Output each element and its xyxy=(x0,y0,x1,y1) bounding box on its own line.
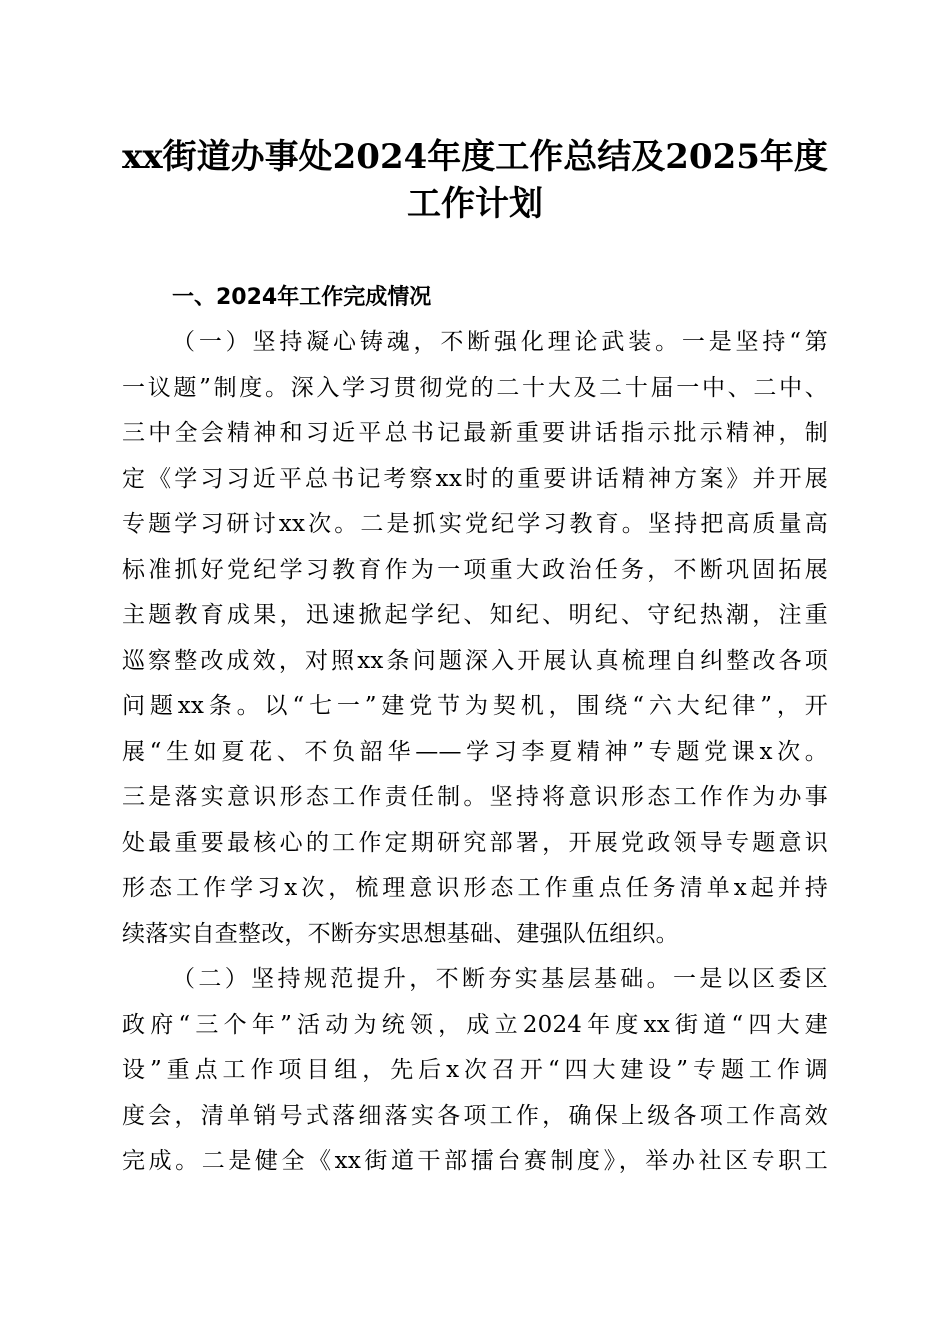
paragraph-line: 设”重点工作项目组，先后x次召开“四大建设”专题工作调 xyxy=(122,1057,828,1083)
paragraph-line: 巡察整改成效，对照xx条问题深入开展认真梳理自纠整改各项 xyxy=(122,647,828,674)
paragraph-line: 标准抓好党纪学习教育作为一项重大政治任务，不断巩固拓展 xyxy=(122,556,828,583)
document-title-line-2: 工作计划 xyxy=(407,184,543,224)
paragraph-line: 问题xx条。以“七一”建党节为契机，围绕“六大纪律”，开 xyxy=(122,693,828,719)
document-title-line-1: xx街道办事处2024年度工作总结及2025年度 xyxy=(122,137,828,177)
paragraph-line: 展“生如夏花、不负韶华——学习李夏精神”专题党课x次。 xyxy=(122,738,828,765)
paragraph-line: 完成。二是健全《xx街道干部擂台赛制度》，举办社区专职工 xyxy=(122,1148,828,1174)
paragraph-line: 度会，清单销号式落细落实各项工作，确保上级各项工作高效 xyxy=(122,1102,828,1129)
paragraph-line: 主题教育成果，迅速掀起学纪、知纪、明纪、守纪热潮，注重 xyxy=(122,602,828,628)
paragraph-2 xyxy=(122,957,828,1185)
paragraph-line: 一议题”制度。深入学习贯彻党的二十大及二十届一中、二中、 xyxy=(122,374,828,401)
paragraph-line: （一）坚持凝心铸魂，不断强化理论武装。一是坚持“第 xyxy=(172,329,828,355)
paragraph-line: 三中全会精神和习近平总书记最新重要讲话指示批示精神，制 xyxy=(122,420,828,446)
paragraph-line: 形态工作学习x次，梳理意识形态工作重点任务清单x起并持 xyxy=(122,875,828,901)
section-heading: 一、2024年工作完成情况 xyxy=(172,285,432,310)
paragraph-line: 三是落实意识形态工作责任制。坚持将意识形态工作作为办事 xyxy=(122,784,828,810)
paragraph-line: 续落实自查整改，不断夯实思想基础、建强队伍组织。 xyxy=(122,920,679,947)
paragraph-1 xyxy=(122,320,828,957)
paragraph-line: 政府“三个年”活动为统领，成立2024年度xx街道“四大建 xyxy=(122,1011,828,1038)
paragraph-line: 定《学习习近平总书记考察xx时的重要讲话精神方案》并开展 xyxy=(122,465,828,492)
paragraph-line: 处最重要最核心的工作定期研究部署，开展党政领导专题意识 xyxy=(122,829,828,856)
paragraph-line: （二）坚持规范提升，不断夯实基层基础。一是以区委区 xyxy=(172,966,828,992)
paragraph-line: 专题学习研讨xx次。二是抓实党纪学习教育。坚持把高质量高 xyxy=(122,511,828,537)
